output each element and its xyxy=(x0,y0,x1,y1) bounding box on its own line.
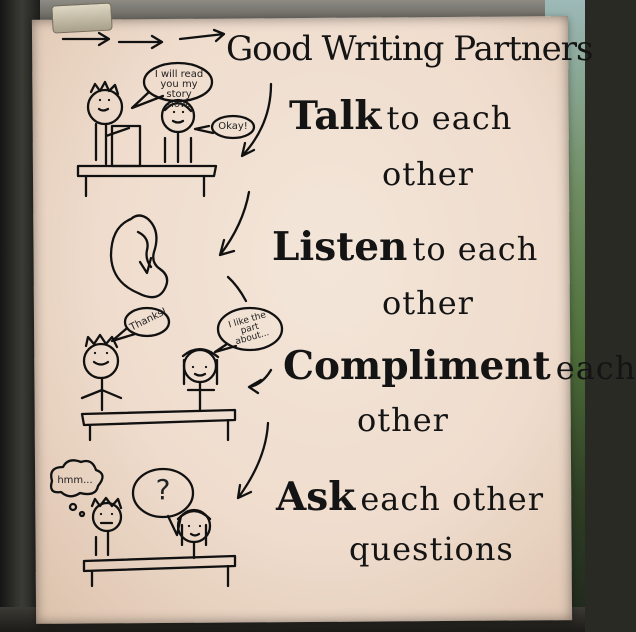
speech-bubble-okay: Okay! xyxy=(218,121,248,132)
speech-bubble-thanks: Thanks! xyxy=(128,305,169,334)
ask-rest: each other xyxy=(360,480,545,518)
ask-second-line: questions xyxy=(349,530,514,568)
listen-rest: to each xyxy=(412,230,539,268)
talk-rest: to each xyxy=(386,99,513,137)
compliment-heading xyxy=(283,343,636,389)
listen-second-line: other xyxy=(382,284,474,322)
talk-verb: Talk xyxy=(289,93,382,139)
talk-second-line: other xyxy=(382,155,474,193)
speech-bubble-compliment: I like the part about... xyxy=(227,310,271,348)
listen-heading xyxy=(272,224,539,270)
thought-bubble-hmm: hmm... xyxy=(57,475,93,486)
listen-verb: Listen xyxy=(272,224,408,270)
compliment-second-line: other xyxy=(357,401,449,439)
poster-title: Good Writing Partners xyxy=(226,29,593,69)
ask-verb: Ask xyxy=(276,474,356,520)
ear-icon xyxy=(111,192,249,301)
compliment-rest: each xyxy=(555,349,636,387)
drawn-arrow-icon xyxy=(63,30,224,48)
ask-heading xyxy=(276,474,545,520)
talk-heading xyxy=(289,93,513,139)
question-mark: ? xyxy=(155,473,171,506)
speech-bubble-read-story: I will read you my story now. xyxy=(154,69,204,110)
compliment-verb: Compliment xyxy=(283,343,551,389)
